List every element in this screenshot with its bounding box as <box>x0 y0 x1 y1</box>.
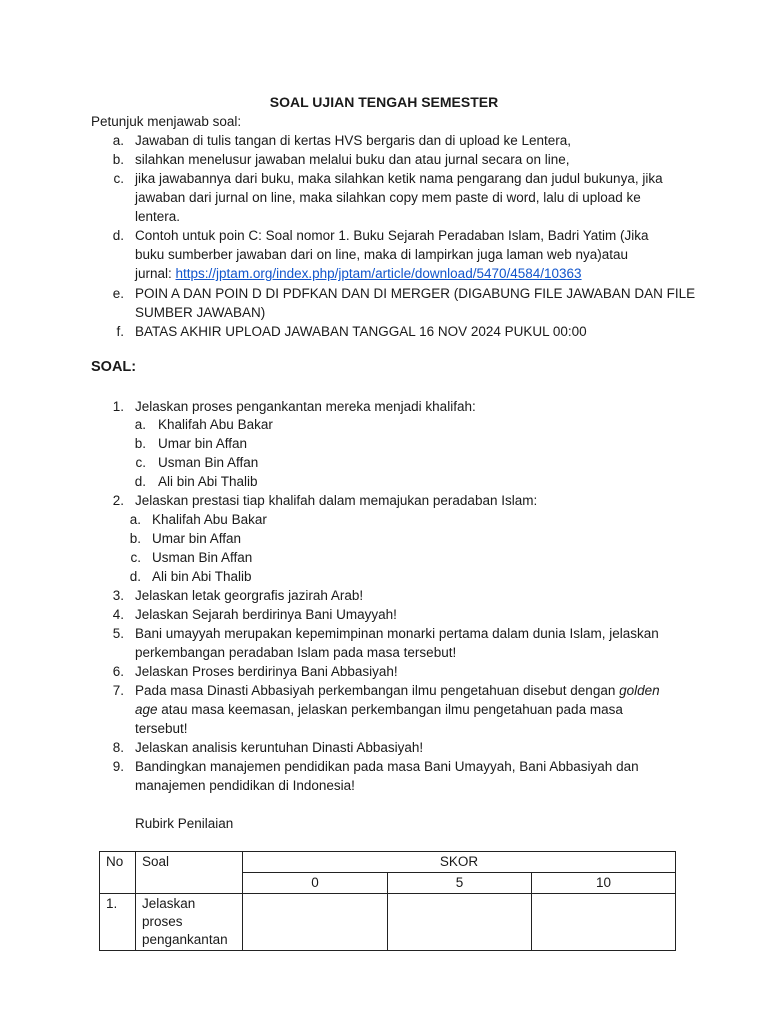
instruction-marker-d: d. <box>112 228 124 243</box>
header-soal: Soal <box>136 852 243 894</box>
question-6-text: Jelaskan Proses berdirinya Bani Abbasiyah! <box>135 664 398 679</box>
row-1-soal <box>136 894 243 951</box>
instructions-heading: Petunjuk menjawab soal: <box>91 114 242 129</box>
table-row <box>100 894 676 951</box>
question-5-line-2: perkembangan peradaban Islam pada masa tersebut! <box>135 645 457 660</box>
question-9-number: 9. <box>112 759 124 774</box>
question-7-post: atau masa keemasan, jelaskan perkembangan ilmu pengetahuan pada masa <box>157 702 623 717</box>
soal-heading: SOAL: <box>91 359 137 375</box>
question-8-number: 8. <box>112 740 124 755</box>
question-5-line-1: Bani umayyah merupakan kepemimpinan monarki pertama dalam dunia Islam, jelaskan <box>135 626 659 641</box>
q1-sub-a: Khalifah Abu Bakar <box>158 417 273 432</box>
question-6-number: 6. <box>112 664 124 679</box>
question-7-line-2 <box>135 700 623 719</box>
q1-sub-b: Umar bin Affan <box>158 436 248 451</box>
q1-sub-b-marker: b. <box>134 436 146 451</box>
question-7-line-3: tersebut! <box>135 721 188 736</box>
question-3-number: 3. <box>112 588 124 603</box>
question-4-text: Jelaskan Sejarah berdirinya Bani Umayyah! <box>135 607 397 622</box>
q1-sub-d-marker: d. <box>134 474 146 489</box>
instruction-e-line-2: SUMBER JAWABAN) <box>135 305 266 320</box>
question-8-text: Jelaskan analisis keruntuhan Dinasti Abbasiyah! <box>135 740 424 755</box>
q2-sub-b-marker: b. <box>129 531 141 546</box>
journal-link[interactable]: https://jptam.org/index.php/jptam/article/download/5470/4584/10363 <box>175 266 582 281</box>
instruction-e-line-1: POIN A DAN POIN D DI PDFKAN DAN DI MERGER (DIGABUNG FILE JAWABAN DAN FILE <box>135 286 696 301</box>
instruction-marker-f: f. <box>116 324 124 339</box>
q1-sub-d: Ali bin Abi Thalib <box>158 474 258 489</box>
instruction-a: Jawaban di tulis tangan di kertas HVS bergaris dan di upload ke Lentera, <box>135 133 572 148</box>
score-0: 0 <box>243 873 388 894</box>
row-1-score-10-cell[interactable] <box>532 894 676 951</box>
q2-sub-a: Khalifah Abu Bakar <box>152 512 267 527</box>
instruction-marker-a: a. <box>112 133 124 148</box>
instruction-c-line-1: jika jawabannya dari buku, maka silahkan ketik nama pengarang dan judul bukunya, jika <box>135 171 663 186</box>
rubric-table <box>99 851 676 951</box>
question-2-number: 2. <box>112 493 124 508</box>
instruction-d-line-1: Contoh untuk poin C: Soal nomor 1. Buku Sejarah Peradaban Islam, Badri Yatim (Jika <box>135 228 649 243</box>
score-10: 10 <box>532 873 676 894</box>
q2-sub-c-marker: c. <box>130 550 141 565</box>
header-skor: SKOR <box>243 852 676 873</box>
question-7-pre: Pada masa Dinasti Abbasiyah perkembangan ilmu pengetahuan disebut dengan <box>135 683 620 698</box>
q2-sub-c: Usman Bin Affan <box>152 550 253 565</box>
instruction-b: silahkan menelusur jawaban melalui buku dan atau jurnal secara on line, <box>135 152 570 167</box>
instruction-d-line-3 <box>135 264 582 283</box>
q2-sub-b: Umar bin Affan <box>152 531 242 546</box>
question-4-number: 4. <box>112 607 124 622</box>
row-1-soal-line-1: Jelaskan proses <box>142 896 196 929</box>
row-1-no: 1. <box>100 894 136 951</box>
instruction-marker-b: b. <box>112 152 124 167</box>
rubric-label: Rubirk Penilaian <box>135 816 234 831</box>
journal-prefix: jurnal: <box>135 266 176 281</box>
q2-sub-d: Ali bin Abi Thalib <box>152 569 252 584</box>
q1-sub-c: Usman Bin Affan <box>158 455 259 470</box>
question-7-line-1 <box>135 681 660 700</box>
instruction-f: BATAS AKHIR UPLOAD JAWABAN TANGGAL 16 NOV 2024 PUKUL 00:00 <box>135 324 587 339</box>
instruction-c-line-3: lentera. <box>135 209 181 224</box>
question-7-italic-golden: golden <box>619 683 660 698</box>
question-7-italic-age: age <box>135 702 158 717</box>
question-1-number: 1. <box>112 399 124 414</box>
question-1-text: Jelaskan proses pengankantan mereka menjadi khalifah: <box>135 399 476 414</box>
row-1-soal-line-2: pengankantan <box>142 932 228 947</box>
question-9-line-2: manajemen pendidikan di Indonesia! <box>135 778 355 793</box>
row-1-score-5-cell[interactable] <box>388 894 532 951</box>
question-2-text: Jelaskan prestasi tiap khalifah dalam memajukan peradaban Islam: <box>135 493 538 508</box>
q2-sub-a-marker: a. <box>129 512 141 527</box>
instruction-c-line-2: jawaban dari jurnal on line, maka silahkan copy mem paste di word, lalu di upload ke <box>135 190 641 205</box>
header-no: No <box>100 852 136 894</box>
row-1-score-0-cell[interactable] <box>243 894 388 951</box>
question-9-line-1: Bandingkan manajemen pendidikan pada masa Bani Umayyah, Bani Abbasiyah dan <box>135 759 639 774</box>
score-5: 5 <box>388 873 532 894</box>
q2-sub-d-marker: d. <box>129 569 141 584</box>
instruction-marker-e: e. <box>112 286 124 301</box>
instruction-marker-c: c. <box>113 171 124 186</box>
q1-sub-c-marker: c. <box>135 455 146 470</box>
question-3-text: Jelaskan letak georgrafis jazirah Arab! <box>135 588 364 603</box>
question-7-number: 7. <box>112 683 124 698</box>
q1-sub-a-marker: a. <box>134 417 146 432</box>
question-5-number: 5. <box>112 626 124 641</box>
instruction-d-line-2: buku sumberber jawaban dari on line, maka di lampirkan juga laman web nya)atau <box>135 247 629 262</box>
page-title: SOAL UJIAN TENGAH SEMESTER <box>269 94 499 110</box>
